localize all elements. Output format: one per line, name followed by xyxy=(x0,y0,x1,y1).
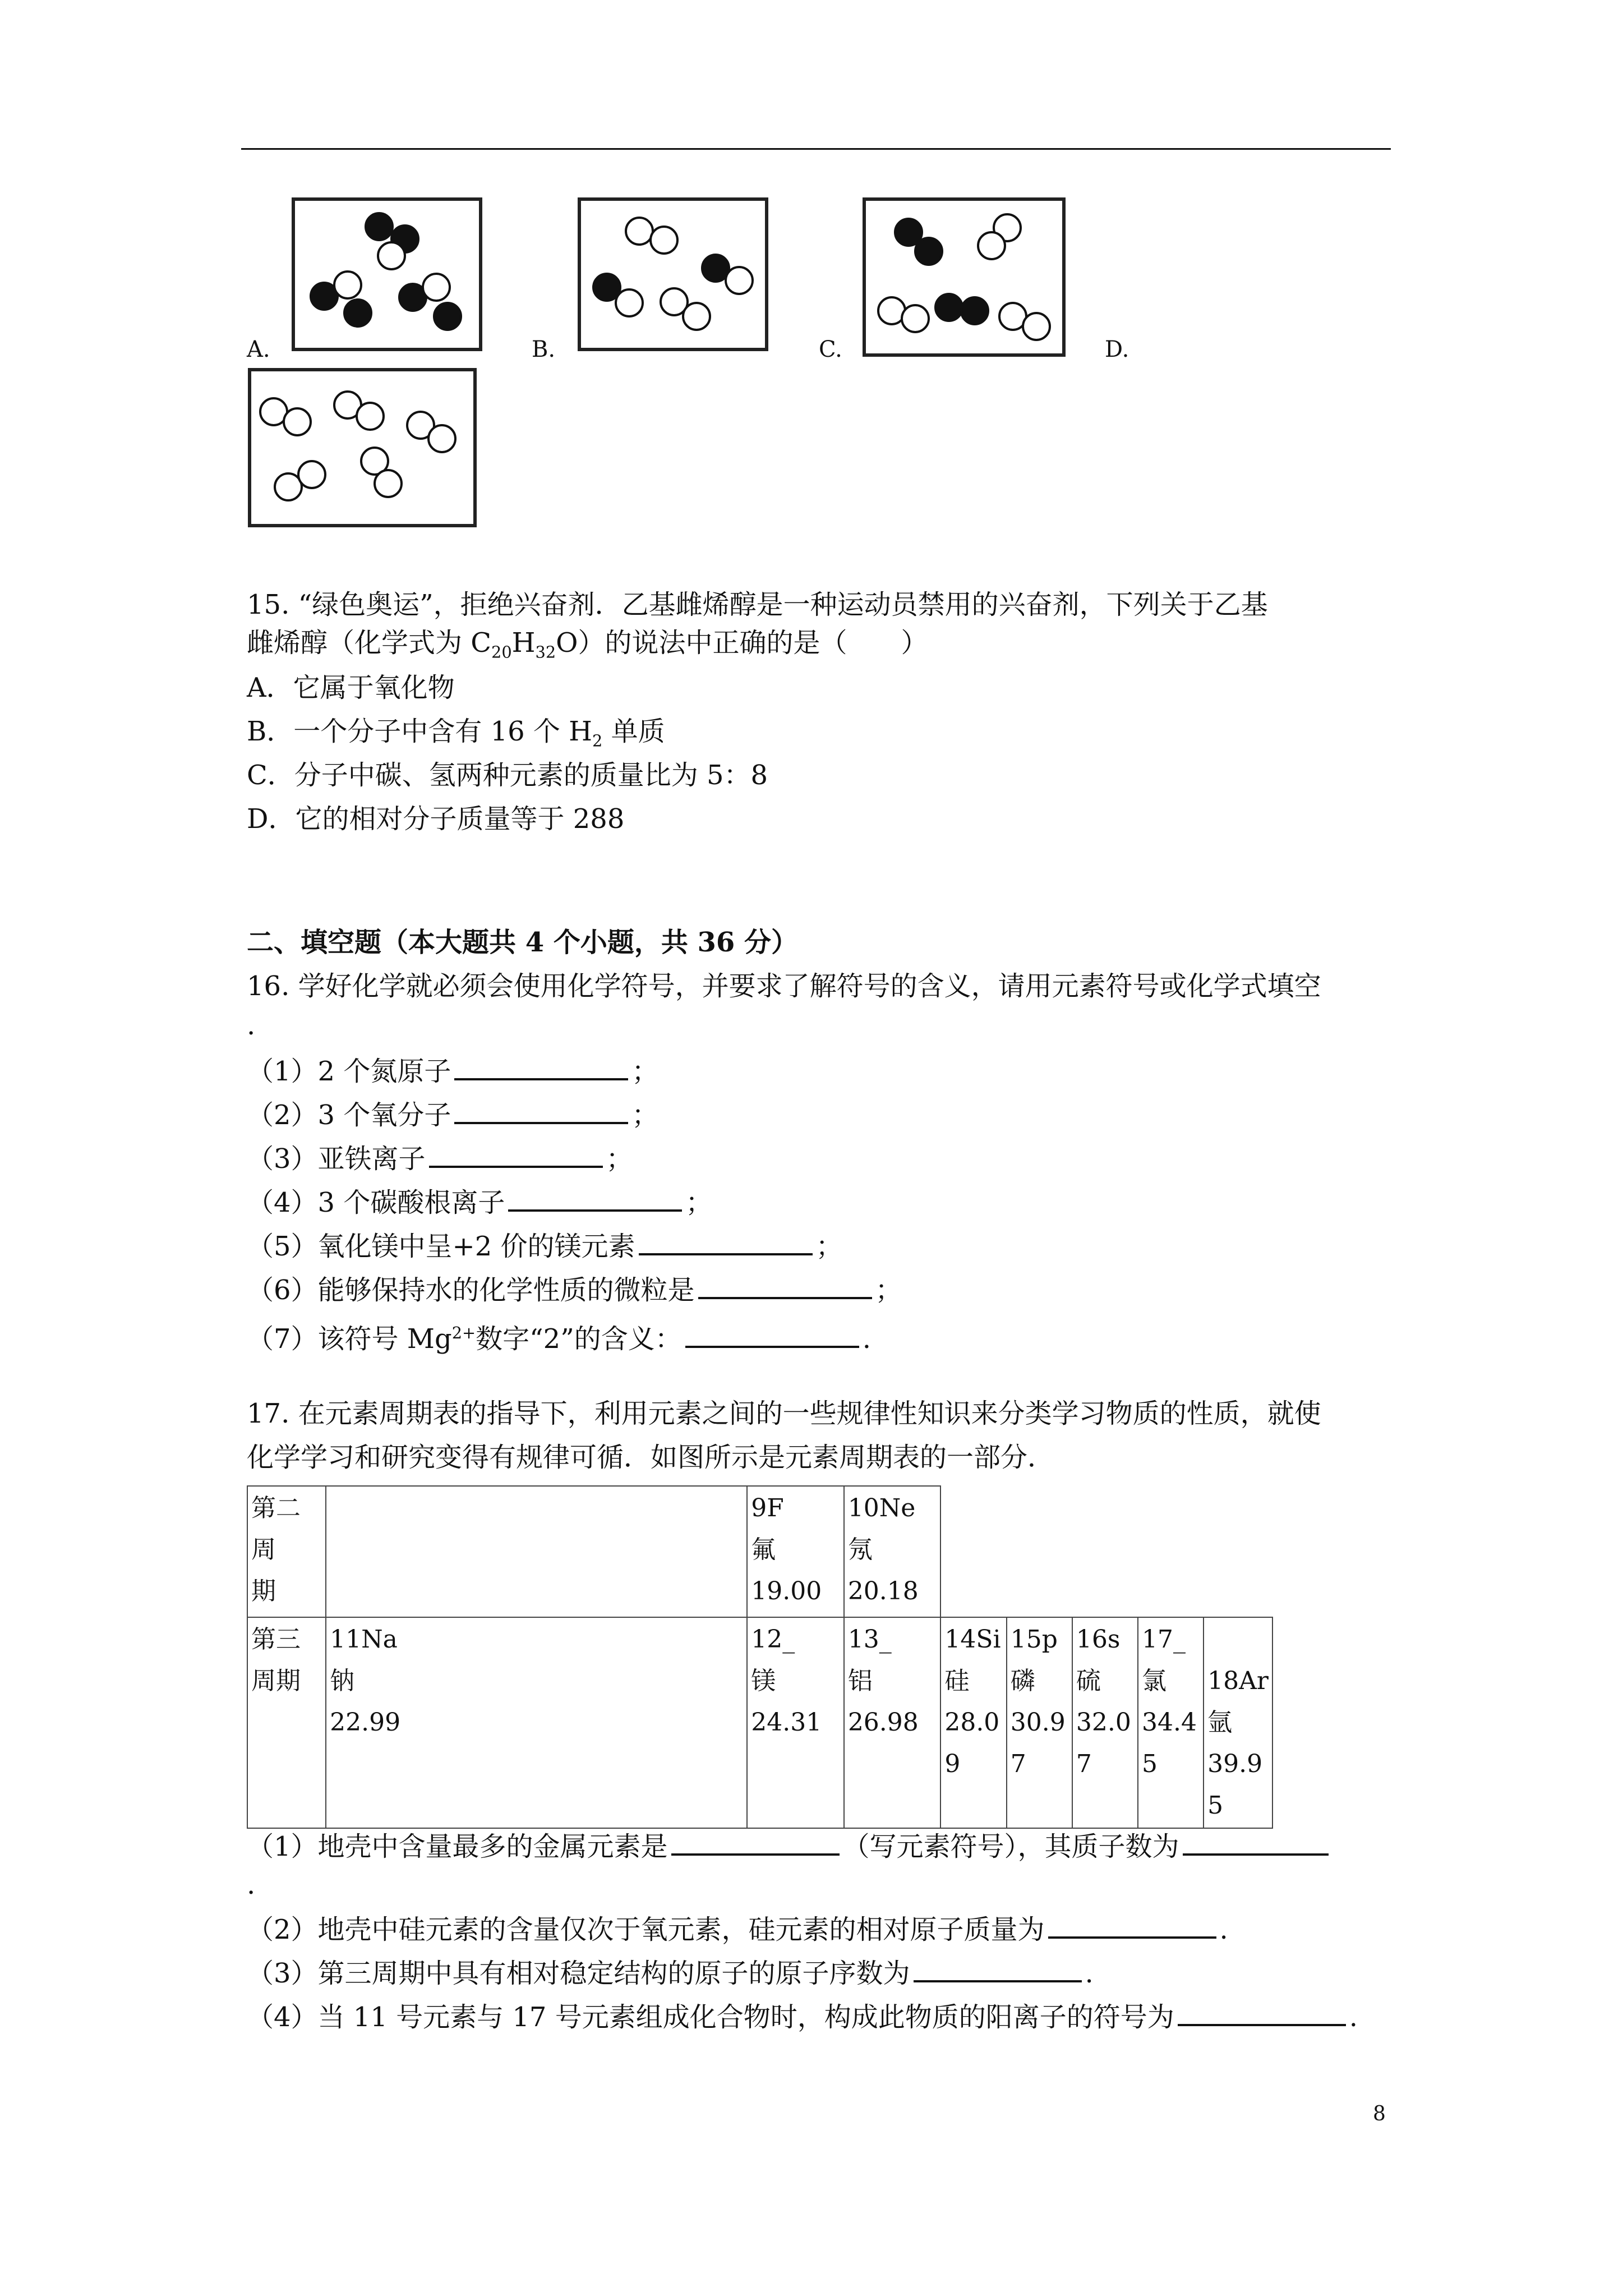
element-cell-si: 14Si 硅 28.0 9 xyxy=(940,1617,1006,1828)
empty-cell xyxy=(326,1486,747,1617)
answer-blank[interactable] xyxy=(429,1141,603,1168)
element-cell-ar: 18Ar 氩 39.9 5 xyxy=(1204,1617,1272,1828)
answer-blank[interactable] xyxy=(508,1185,682,1212)
q17-sub-3: （3）第三周期中具有相对稳定结构的原子的原子序数为 . xyxy=(247,1955,1094,1990)
period-2-row xyxy=(247,1486,1272,1617)
q16-item-3: （3）亚铁离子 ； xyxy=(247,1141,633,1176)
q17-stem-line2: 化学学习和研究变得有规律可循．如图所示是元素周期表的一部分． xyxy=(247,1442,1055,1473)
answer-blank[interactable] xyxy=(685,1321,859,1348)
q15-stem-line2: 雌烯醇（化学式为 $C_{20}H_{32}O$）的说法中正确的是（ ） xyxy=(247,627,928,662)
empty-cell xyxy=(940,1486,1204,1617)
answer-blank[interactable] xyxy=(698,1272,872,1299)
q17-sub-2: （2）地壳中硅元素的含量仅次于氧元素，硅元素的相对原子质量为 . xyxy=(247,1912,1228,1947)
option-c-label: C. xyxy=(819,337,842,362)
q17-sub-1: （1）地壳中含量最多的金属元素是 （写元素符号），其质子数为 xyxy=(247,1829,1332,1864)
answer-blank[interactable] xyxy=(1183,1829,1329,1856)
q17-sub-4: （4）当 11 号元素与 17 号元素组成化合物时，构成此物质的阳离子的符号为 . xyxy=(247,1999,1358,2034)
answer-blank[interactable] xyxy=(454,1097,628,1124)
period-3-row xyxy=(247,1617,1272,1828)
answer-blank[interactable] xyxy=(454,1053,628,1080)
header-rule xyxy=(241,148,1391,150)
element-cell-s: 16s 硫 32.0 7 xyxy=(1072,1617,1138,1828)
option-a-diagram xyxy=(292,197,482,351)
q16-item-2: （2）3 个氧分子 ； xyxy=(247,1097,658,1132)
element-cell-cl: 17_ 氯 34.4 5 xyxy=(1138,1617,1204,1828)
q15-stem-line1: 15. “绿色奥运”，拒绝兴奋剂．乙基雌烯醇是一种运动员禁用的兴奋剂，下列关于乙基 xyxy=(247,589,1268,620)
answer-blank[interactable] xyxy=(639,1228,813,1255)
q15-option-a: A．它属于氧化物 xyxy=(247,672,455,703)
answer-blank[interactable] xyxy=(671,1829,840,1856)
element-cell-f: 9F 氟 19.00 xyxy=(747,1486,844,1617)
option-c-diagram xyxy=(863,197,1066,357)
answer-blank[interactable] xyxy=(1048,1912,1216,1939)
element-cell-na: 11Na 钠 22.99 xyxy=(326,1617,747,1828)
option-d-label: D. xyxy=(1105,337,1129,362)
element-cell-ne: 10Ne 氖 20.18 xyxy=(844,1486,941,1617)
q16-item-5: （5）氧化镁中呈+2 价的镁元素 ； xyxy=(247,1228,843,1263)
q16-stem: 16. 学好化学就必须会使用化学符号，并要求了解符号的含义，请用元素符号或化学式填空 xyxy=(247,970,1321,1002)
element-cell-mg: 12_ 镁 24.31 xyxy=(747,1617,844,1828)
answer-blank[interactable] xyxy=(1178,1999,1346,2026)
q15-option-d: D．它的相对分子质量等于 288 xyxy=(247,803,625,835)
option-d-diagram xyxy=(248,368,477,527)
answer-blank[interactable] xyxy=(914,1955,1082,1982)
q16-item-4: （4）3 个碳酸根离子 ； xyxy=(247,1185,712,1220)
q16-stem-end: . xyxy=(247,1010,256,1041)
page-number: 8 xyxy=(1373,2102,1386,2125)
q16-item-6: （6）能够保持水的化学性质的微粒是 ； xyxy=(247,1272,902,1307)
q15-option-b: B．一个分子中含有 16 个 $H_2$ 单质 xyxy=(247,716,665,751)
period-label: 第二周 期 xyxy=(247,1486,326,1617)
option-a-label: A. xyxy=(247,337,270,362)
q17-sub-1-end: . xyxy=(247,1869,256,1901)
q15-option-c: C．分子中碳、氢两种元素的质量比为 5：8 xyxy=(247,760,768,791)
q16-item-1: （1）2 个氮原子 ； xyxy=(247,1053,658,1088)
section-heading: 二、填空题（本大题共 4 个小题，共 36 分） xyxy=(247,927,799,958)
option-b-diagram xyxy=(578,197,768,351)
element-cell-p: 15p 磷 30.9 7 xyxy=(1007,1617,1072,1828)
element-cell-al: 13_ 铝 26.98 xyxy=(844,1617,941,1828)
periodic-table-excerpt xyxy=(247,1485,1273,1829)
q16-item-7: （7）该符号 $Mg^{2+}$数字“2”的含义： . xyxy=(247,1316,871,1356)
q17-stem-line1: 17. 在元素周期表的指导下，利用元素之间的一些规律性知识来分类学习物质的性质，就使 xyxy=(247,1398,1321,1429)
period-label: 第三 周期 xyxy=(247,1617,326,1828)
option-b-label: B. xyxy=(532,337,556,362)
